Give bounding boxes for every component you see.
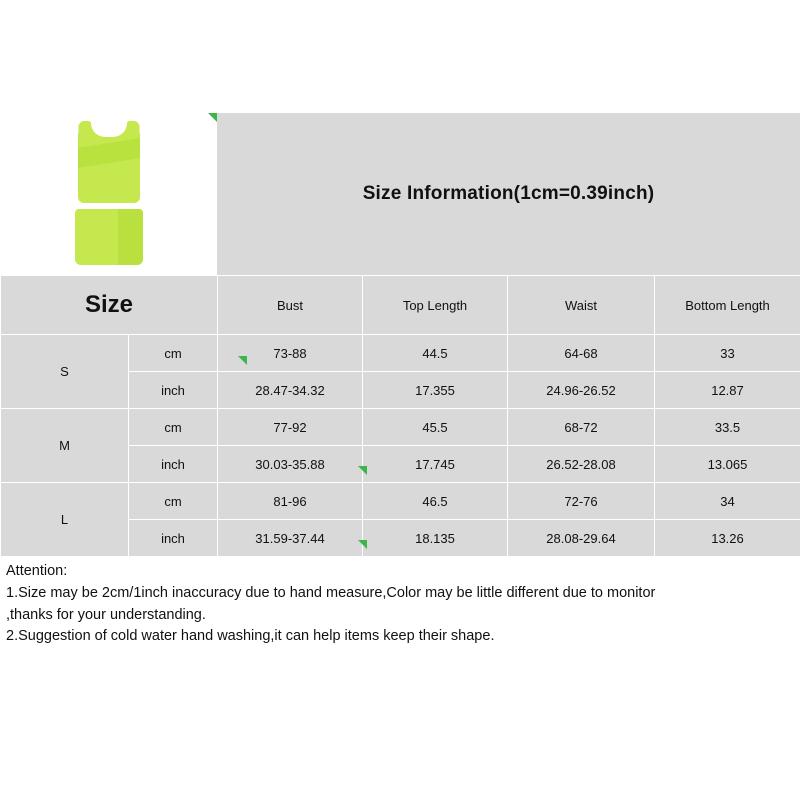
size-value-s: S bbox=[1, 335, 129, 409]
cell-m-cm-waist: 68-72 bbox=[508, 409, 655, 446]
header-band bbox=[0, 113, 800, 275]
cell-s-inch-waist: 24.96-26.52 bbox=[508, 372, 655, 409]
cell-l-inch-bottom-length: 13.26 bbox=[655, 520, 800, 557]
table-row bbox=[1, 409, 800, 446]
size-chart-document bbox=[0, 113, 800, 656]
dress-illustration bbox=[62, 117, 156, 273]
table-row bbox=[1, 335, 800, 372]
attention-line-2: 2.Suggestion of cold water hand washing,it can help items keep their shape. bbox=[6, 628, 495, 645]
green-corner-mark-icon bbox=[208, 113, 217, 122]
table-row bbox=[1, 483, 800, 520]
cell-l-cm-waist: 72-76 bbox=[508, 483, 655, 520]
table-header-row bbox=[1, 276, 800, 335]
cell-l-inch-waist: 28.08-29.64 bbox=[508, 520, 655, 557]
unit-label-inch: inch bbox=[129, 520, 218, 557]
cell-l-inch-top-length: 18.135 bbox=[363, 520, 508, 557]
cell-m-cm-bottom-length: 33.5 bbox=[655, 409, 800, 446]
chart-title-cell bbox=[217, 113, 800, 275]
attention-block bbox=[0, 557, 800, 656]
cell-s-inch-bottom-length: 12.87 bbox=[655, 372, 800, 409]
product-image bbox=[0, 113, 217, 275]
column-header-size: Size bbox=[1, 276, 218, 335]
cell-l-cm-top-length: 46.5 bbox=[363, 483, 508, 520]
cell-m-inch-bust: 30.03-35.88 bbox=[218, 446, 363, 483]
unit-label-cm: cm bbox=[129, 335, 218, 372]
cell-m-inch-top-length: 17.745 bbox=[363, 446, 508, 483]
cell-l-cm-bust: 81-96 bbox=[218, 483, 363, 520]
unit-label-cm: cm bbox=[129, 483, 218, 520]
green-corner-mark-icon bbox=[358, 540, 367, 549]
cell-s-cm-top-length: 44.5 bbox=[363, 335, 508, 372]
size-value-l: L bbox=[1, 483, 129, 557]
unit-label-cm: cm bbox=[129, 409, 218, 446]
cell-l-cm-bottom-length: 34 bbox=[655, 483, 800, 520]
column-header-waist: Waist bbox=[508, 276, 655, 335]
cell-s-cm-bust: 73-88 bbox=[218, 335, 363, 372]
size-table bbox=[0, 275, 800, 557]
page-title: Size Information(1cm=0.39inch) bbox=[362, 183, 655, 204]
column-header-bottom-length: Bottom Length bbox=[655, 276, 800, 335]
size-value-m: M bbox=[1, 409, 129, 483]
attention-heading: Attention: bbox=[6, 563, 68, 579]
cell-s-cm-bottom-length: 33 bbox=[655, 335, 800, 372]
attention-line-1-cont: ,thanks for your understanding. bbox=[6, 606, 206, 623]
cell-s-inch-bust: 28.47-34.32 bbox=[218, 372, 363, 409]
attention-line-1: 1.Size may be 2cm/1inch inaccuracy due to hand measure,Color may be little different due to monitor bbox=[6, 584, 656, 601]
green-corner-mark-icon bbox=[238, 356, 247, 365]
unit-label-inch: inch bbox=[129, 372, 218, 409]
cell-m-inch-bottom-length: 13.065 bbox=[655, 446, 800, 483]
green-corner-mark-icon bbox=[358, 466, 367, 475]
cell-m-cm-top-length: 45.5 bbox=[363, 409, 508, 446]
cell-l-inch-bust: 31.59-37.44 bbox=[218, 520, 363, 557]
cell-m-cm-bust: 77-92 bbox=[218, 409, 363, 446]
cell-s-inch-top-length: 17.355 bbox=[363, 372, 508, 409]
column-header-bust: Bust bbox=[218, 276, 363, 335]
dress-skirt-shading bbox=[118, 209, 143, 265]
column-header-top-length: Top Length bbox=[363, 276, 508, 335]
cell-m-inch-waist: 26.52-28.08 bbox=[508, 446, 655, 483]
unit-label-inch: inch bbox=[129, 446, 218, 483]
cell-s-cm-waist: 64-68 bbox=[508, 335, 655, 372]
